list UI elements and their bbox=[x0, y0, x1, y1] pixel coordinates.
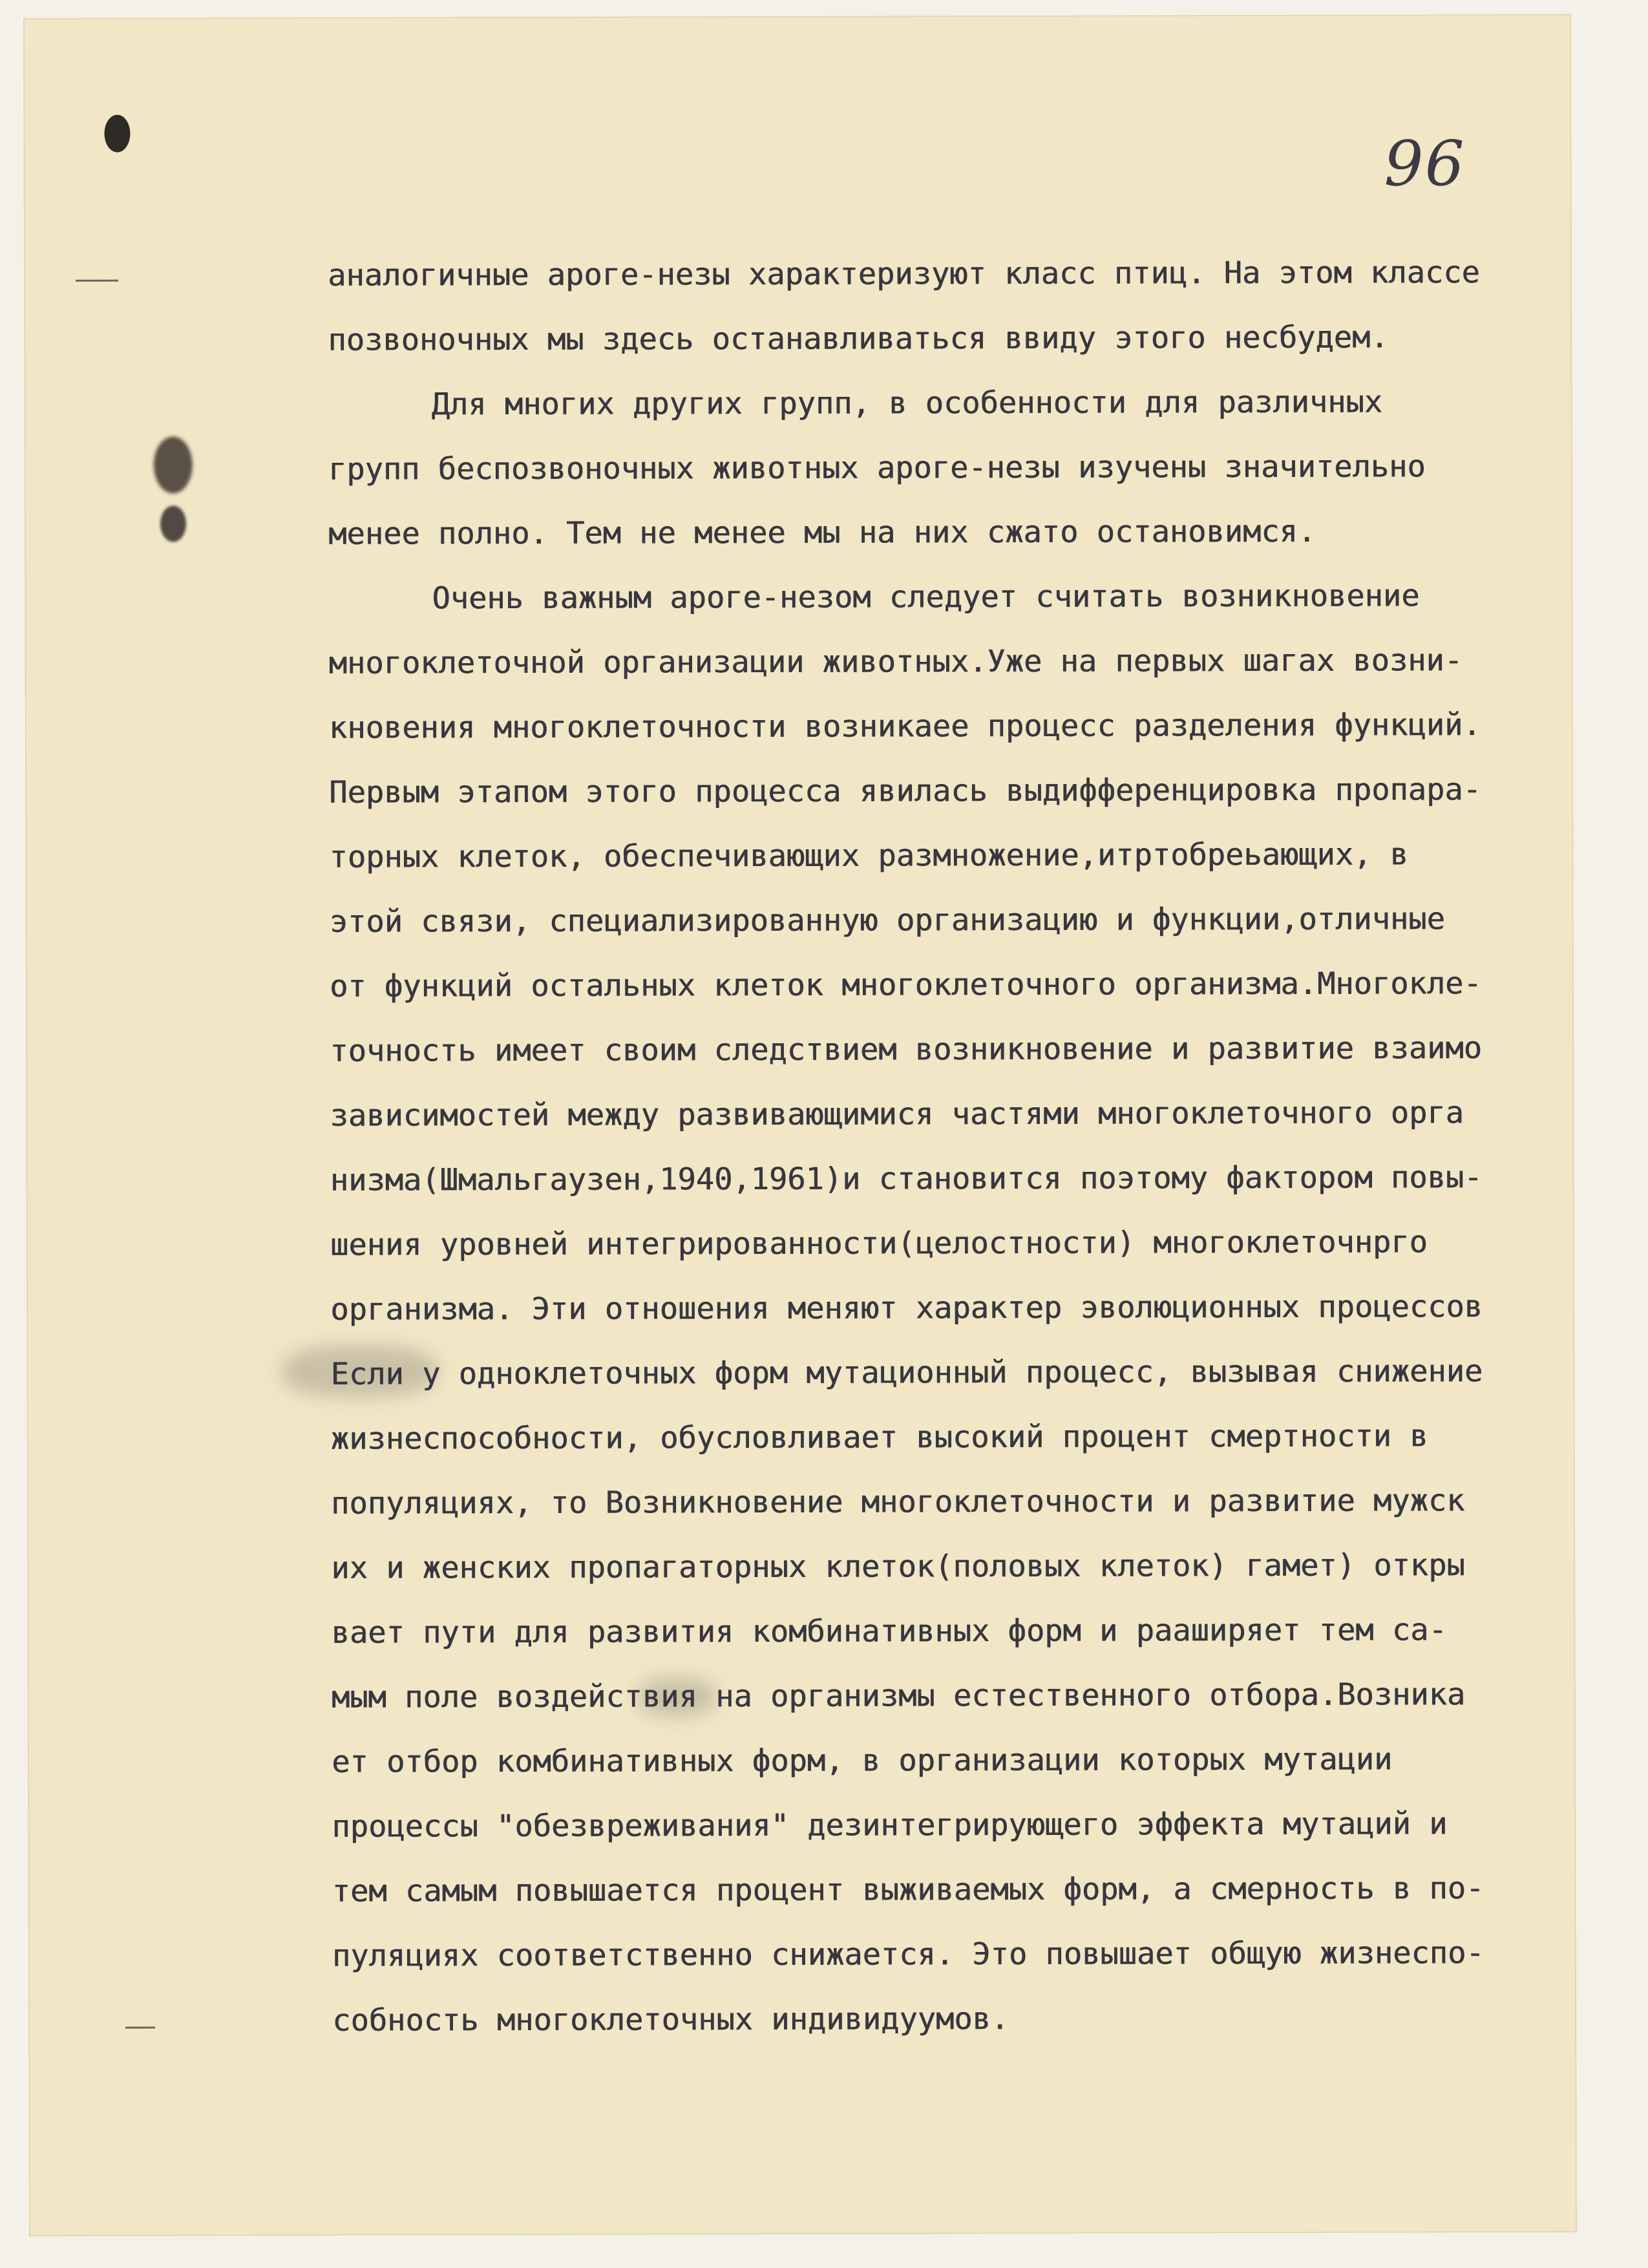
text-line: мым поле воздействия на организмы естественного отбора.Возника bbox=[331, 1677, 1466, 1715]
text-line: Если у одноклеточных форм мутационный процесс, вызывая снижение bbox=[330, 1353, 1483, 1392]
text-line: вает пути для развития комбинативных форм и рааширяет тем са- bbox=[331, 1612, 1447, 1651]
text-line: торных клеток, обеспечивающих размножение,итртобреьающих, в bbox=[329, 836, 1408, 875]
text-line: точность имеет своим следствием возникновение и развитие взаимо bbox=[330, 1030, 1482, 1069]
text-line: пуляциях соответственно снижается. Это повышает общую жизнеспо- bbox=[332, 1935, 1484, 1974]
folio-number: 96 bbox=[1384, 127, 1466, 200]
punch-hole bbox=[154, 436, 193, 493]
text-line: их и женских пропагаторных клеток(половых клеток) гамет) откры bbox=[331, 1547, 1465, 1586]
text-line: ет отбор комбинативных форм, в организации которых мутации bbox=[331, 1741, 1393, 1780]
text-line: Очень важным ароге-незом следует считать возникновение bbox=[432, 578, 1420, 617]
text-line: групп беспозвоночных животных ароге-незы изучены значительно bbox=[328, 449, 1426, 487]
text-line: низма(Шмальгаузен,1940,1961)и становится поэтому фактором повы- bbox=[330, 1160, 1483, 1198]
text-line: этой связи, специализированную организацию и функции,отличные bbox=[329, 901, 1445, 940]
text-line: кновения многоклеточности возникаее процесс разделения функций. bbox=[328, 707, 1481, 746]
margin-mark bbox=[125, 2026, 155, 2028]
punch-hole bbox=[104, 115, 130, 153]
body-text bbox=[328, 240, 1599, 2053]
text-line: зависимостей между развивающимися частями многоклеточного орга bbox=[330, 1095, 1464, 1134]
punch-hole bbox=[160, 505, 186, 542]
text-line: многоклеточной организации животных.Уже на первых шагах возни- bbox=[328, 642, 1463, 681]
text-line: популяциях, то Возникновение многоклеточности и развитие мужск bbox=[330, 1483, 1465, 1521]
text-line: организма. Эти отношения меняют характер эволюционных процессов bbox=[330, 1289, 1483, 1328]
text-line: Для многих других групп, в особенности для различных bbox=[431, 384, 1383, 423]
text-line: Первым этапом этого процесса явилась выдифференцировка пропара- bbox=[329, 772, 1481, 811]
text-line: аналогичные ароге-незы характеризуют класс птиц. На этом классе bbox=[327, 255, 1480, 293]
text-line: процессы "обезвреживания" дезинтегрирующего эффекта мутаций и bbox=[332, 1806, 1448, 1845]
text-line: тем самым повышается процент выживаемых форм, а смерность в по- bbox=[332, 1871, 1484, 1909]
margin-mark bbox=[76, 280, 118, 282]
text-line: собность многоклеточных индивидуумов. bbox=[332, 2001, 1009, 2039]
typewritten-page bbox=[23, 14, 1577, 2236]
text-line: от функций остальных клеток многоклеточного организма.Многокле- bbox=[329, 966, 1482, 1004]
text-line: жизнеспособности, обусловливает высокий процент смертности в bbox=[330, 1418, 1428, 1457]
text-line: шения уровней интегрированности(целостности) многоклеточнрго bbox=[330, 1224, 1428, 1263]
text-line: позвоночных мы здесь останавливаться ввиду этого несбудем. bbox=[328, 319, 1389, 358]
text-line: менее полно. Тем не менее мы на них сжато остановимся. bbox=[328, 513, 1316, 552]
